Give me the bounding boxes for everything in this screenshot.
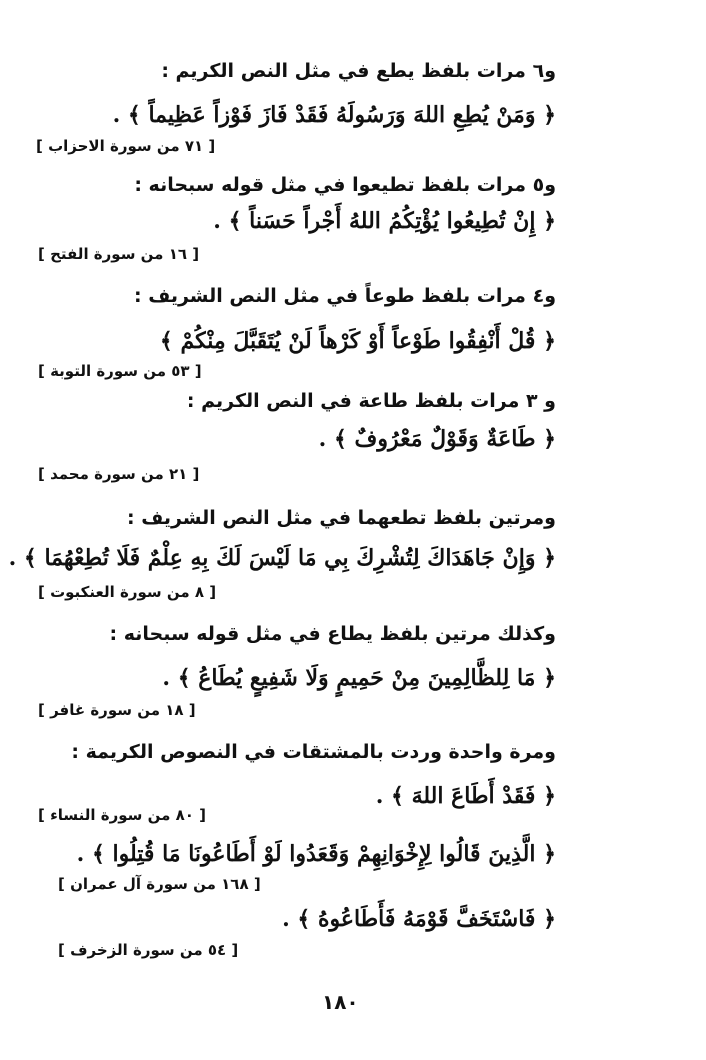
quran-verse: ﴿ وَمَنْ يُطِعِ اللهَ وَرَسُولَهُ فَقَدْ فَازَ فَوْزاً عَظِيماً ﴾ . <box>112 102 556 128</box>
quran-verse: ﴿ مَا لِلظَّالِمِينَ مِنْ حَمِيمٍ وَلَا شَفِيعٍ يُطَاعُ ﴾ . <box>162 665 556 691</box>
intro-text: و٥ مرات بلفظ تطيعوا في مثل قوله سبحانه : <box>134 174 556 196</box>
surah-reference: [ ١٨ من سورة غافر ] <box>38 701 196 719</box>
surah-reference: [ ٨ من سورة العنكبوت ] <box>38 583 217 601</box>
intro-text: ومرتين بلفظ تطعهما في مثل النص الشريف : <box>126 507 556 529</box>
quran-verse: ﴿ إِنْ تُطِيعُوا يُؤْتِكُمُ اللهُ أَجْراً حَسَناً ﴾ . <box>213 208 556 234</box>
surah-reference: [ ٥٤ من سورة الزخرف ] <box>58 941 239 959</box>
quran-verse: ﴿ فَقَدْ أَطَاعَ اللهَ ﴾ . <box>375 783 556 809</box>
surah-reference: [ ٨٠ من سورة النساء ] <box>38 806 207 824</box>
intro-text: و ٣ مرات بلفظ طاعة في النص الكريم : <box>186 390 556 412</box>
quran-verse: ﴿ طَاعَةٌ وَقَوْلٌ مَعْرُوفٌ ﴾ . <box>318 426 556 452</box>
surah-reference: [ ١٦ من سورة الفتح ] <box>38 245 200 263</box>
quran-verse: ﴿ الَّذِينَ قَالُوا لِإِخْوَانِهِمْ وَقَعَدُوا لَوْ أَطَاعُونَا مَا قُتِلُوا ﴾ . <box>76 841 556 867</box>
quran-verse: ﴿ وَإِنْ جَاهَدَاكَ لِتُشْرِكَ بِي مَا لَيْسَ لَكَ بِهِ عِلْمٌ فَلَا تُطِعْهُمَا ﴾ . <box>8 545 556 571</box>
quran-verse: ﴿ فَاسْتَخَفَّ قَوْمَهُ فَأَطَاعُوهُ ﴾ . <box>282 906 556 932</box>
quran-verse: ﴿ قُلْ أَنْفِقُوا طَوْعاً أَوْ كَرْهاً لَنْ يُتَقَبَّلَ مِنْكُمْ ﴾ <box>159 328 556 354</box>
surah-reference: [ ٧١ من سورة الاحزاب ] <box>36 137 216 155</box>
surah-reference: [ ١٦٨ من سورة آل عمران ] <box>58 875 261 893</box>
page-number: ١٨٠ <box>322 990 359 1014</box>
surah-reference: [ ٥٣ من سورة التوبة ] <box>38 362 202 380</box>
intro-text: وكذلك مرتين بلفظ يطاع في مثل قوله سبحانه : <box>109 623 556 645</box>
intro-text: و٦ مرات بلفظ يطع في مثل النص الكريم : <box>161 60 556 82</box>
intro-text: ومرة واحدة وردت بالمشتقات في النصوص الكريمة : <box>71 741 556 763</box>
intro-text: و٤ مرات بلفظ طوعاً في مثل النص الشريف : <box>134 285 556 307</box>
surah-reference: [ ٢١ من سورة محمد ] <box>38 465 200 483</box>
